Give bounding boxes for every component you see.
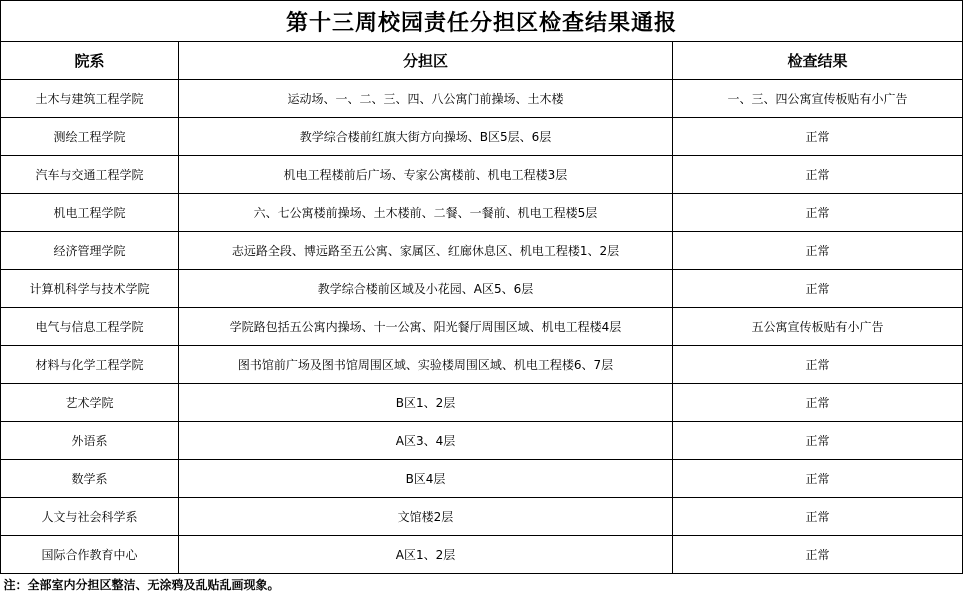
area-cell: 志远路全段、博远路至五公寓、家属区、红廊休息区、机电工程楼1、2层 <box>179 232 673 270</box>
report-title: 第十三周校园责任分担区检查结果通报 <box>1 1 963 42</box>
result-cell: 正常 <box>673 536 963 574</box>
result-cell: 正常 <box>673 270 963 308</box>
result-cell: 五公寓宣传板贴有小广告 <box>673 308 963 346</box>
footnote: 注：全部室内分担区整洁、无涂鸦及乱贴乱画现象。 <box>1 574 963 594</box>
area-cell: A区3、4层 <box>179 422 673 460</box>
dept-cell: 土木与建筑工程学院 <box>1 80 179 118</box>
dept-cell: 数学系 <box>1 460 179 498</box>
dept-cell: 艺术学院 <box>1 384 179 422</box>
dept-cell: 材料与化学工程学院 <box>1 346 179 384</box>
dept-cell: 汽车与交通工程学院 <box>1 156 179 194</box>
result-cell: 正常 <box>673 460 963 498</box>
area-cell: 机电工程楼前后广场、专家公寓楼前、机电工程楼3层 <box>179 156 673 194</box>
header-result: 检查结果 <box>673 42 963 80</box>
area-cell: 六、七公寓楼前操场、土木楼前、二餐、一餐前、机电工程楼5层 <box>179 194 673 232</box>
table-row <box>1 460 963 498</box>
table-row <box>1 194 963 232</box>
area-cell: B区1、2层 <box>179 384 673 422</box>
header-dept: 院系 <box>1 42 179 80</box>
result-cell: 正常 <box>673 498 963 536</box>
area-cell: 教学综合楼前红旗大街方向操场、B区5层、6层 <box>179 118 673 156</box>
area-cell: 图书馆前广场及图书馆周围区域、实验楼周围区域、机电工程楼6、7层 <box>179 346 673 384</box>
dept-cell: 计算机科学与技术学院 <box>1 270 179 308</box>
table-row <box>1 536 963 574</box>
table-row <box>1 156 963 194</box>
area-cell: 文馆楼2层 <box>179 498 673 536</box>
table-row <box>1 422 963 460</box>
dept-cell: 国际合作教育中心 <box>1 536 179 574</box>
result-cell: 正常 <box>673 232 963 270</box>
table-row <box>1 346 963 384</box>
area-cell: B区4层 <box>179 460 673 498</box>
result-cell: 正常 <box>673 346 963 384</box>
result-cell: 正常 <box>673 118 963 156</box>
table-row <box>1 308 963 346</box>
dept-cell: 外语系 <box>1 422 179 460</box>
dept-cell: 电气与信息工程学院 <box>1 308 179 346</box>
result-cell: 正常 <box>673 156 963 194</box>
header-area: 分担区 <box>179 42 673 80</box>
header-row <box>1 42 963 80</box>
result-cell: 正常 <box>673 384 963 422</box>
dept-cell: 机电工程学院 <box>1 194 179 232</box>
table-row <box>1 118 963 156</box>
table-row <box>1 80 963 118</box>
table-row <box>1 270 963 308</box>
note-row <box>1 574 963 594</box>
area-cell: 学院路包括五公寓内操场、十一公寓、阳光餐厅周围区域、机电工程楼4层 <box>179 308 673 346</box>
result-cell: 正常 <box>673 422 963 460</box>
area-cell: 运动场、一、二、三、四、八公寓门前操场、土木楼 <box>179 80 673 118</box>
table-row <box>1 232 963 270</box>
area-cell: 教学综合楼前区域及小花园、A区5、6层 <box>179 270 673 308</box>
area-cell: A区1、2层 <box>179 536 673 574</box>
title-row <box>1 1 963 42</box>
table-row <box>1 384 963 422</box>
table-row <box>1 498 963 536</box>
result-cell: 一、三、四公寓宣传板贴有小广告 <box>673 80 963 118</box>
dept-cell: 经济管理学院 <box>1 232 179 270</box>
dept-cell: 人文与社会科学系 <box>1 498 179 536</box>
dept-cell: 测绘工程学院 <box>1 118 179 156</box>
result-cell: 正常 <box>673 194 963 232</box>
